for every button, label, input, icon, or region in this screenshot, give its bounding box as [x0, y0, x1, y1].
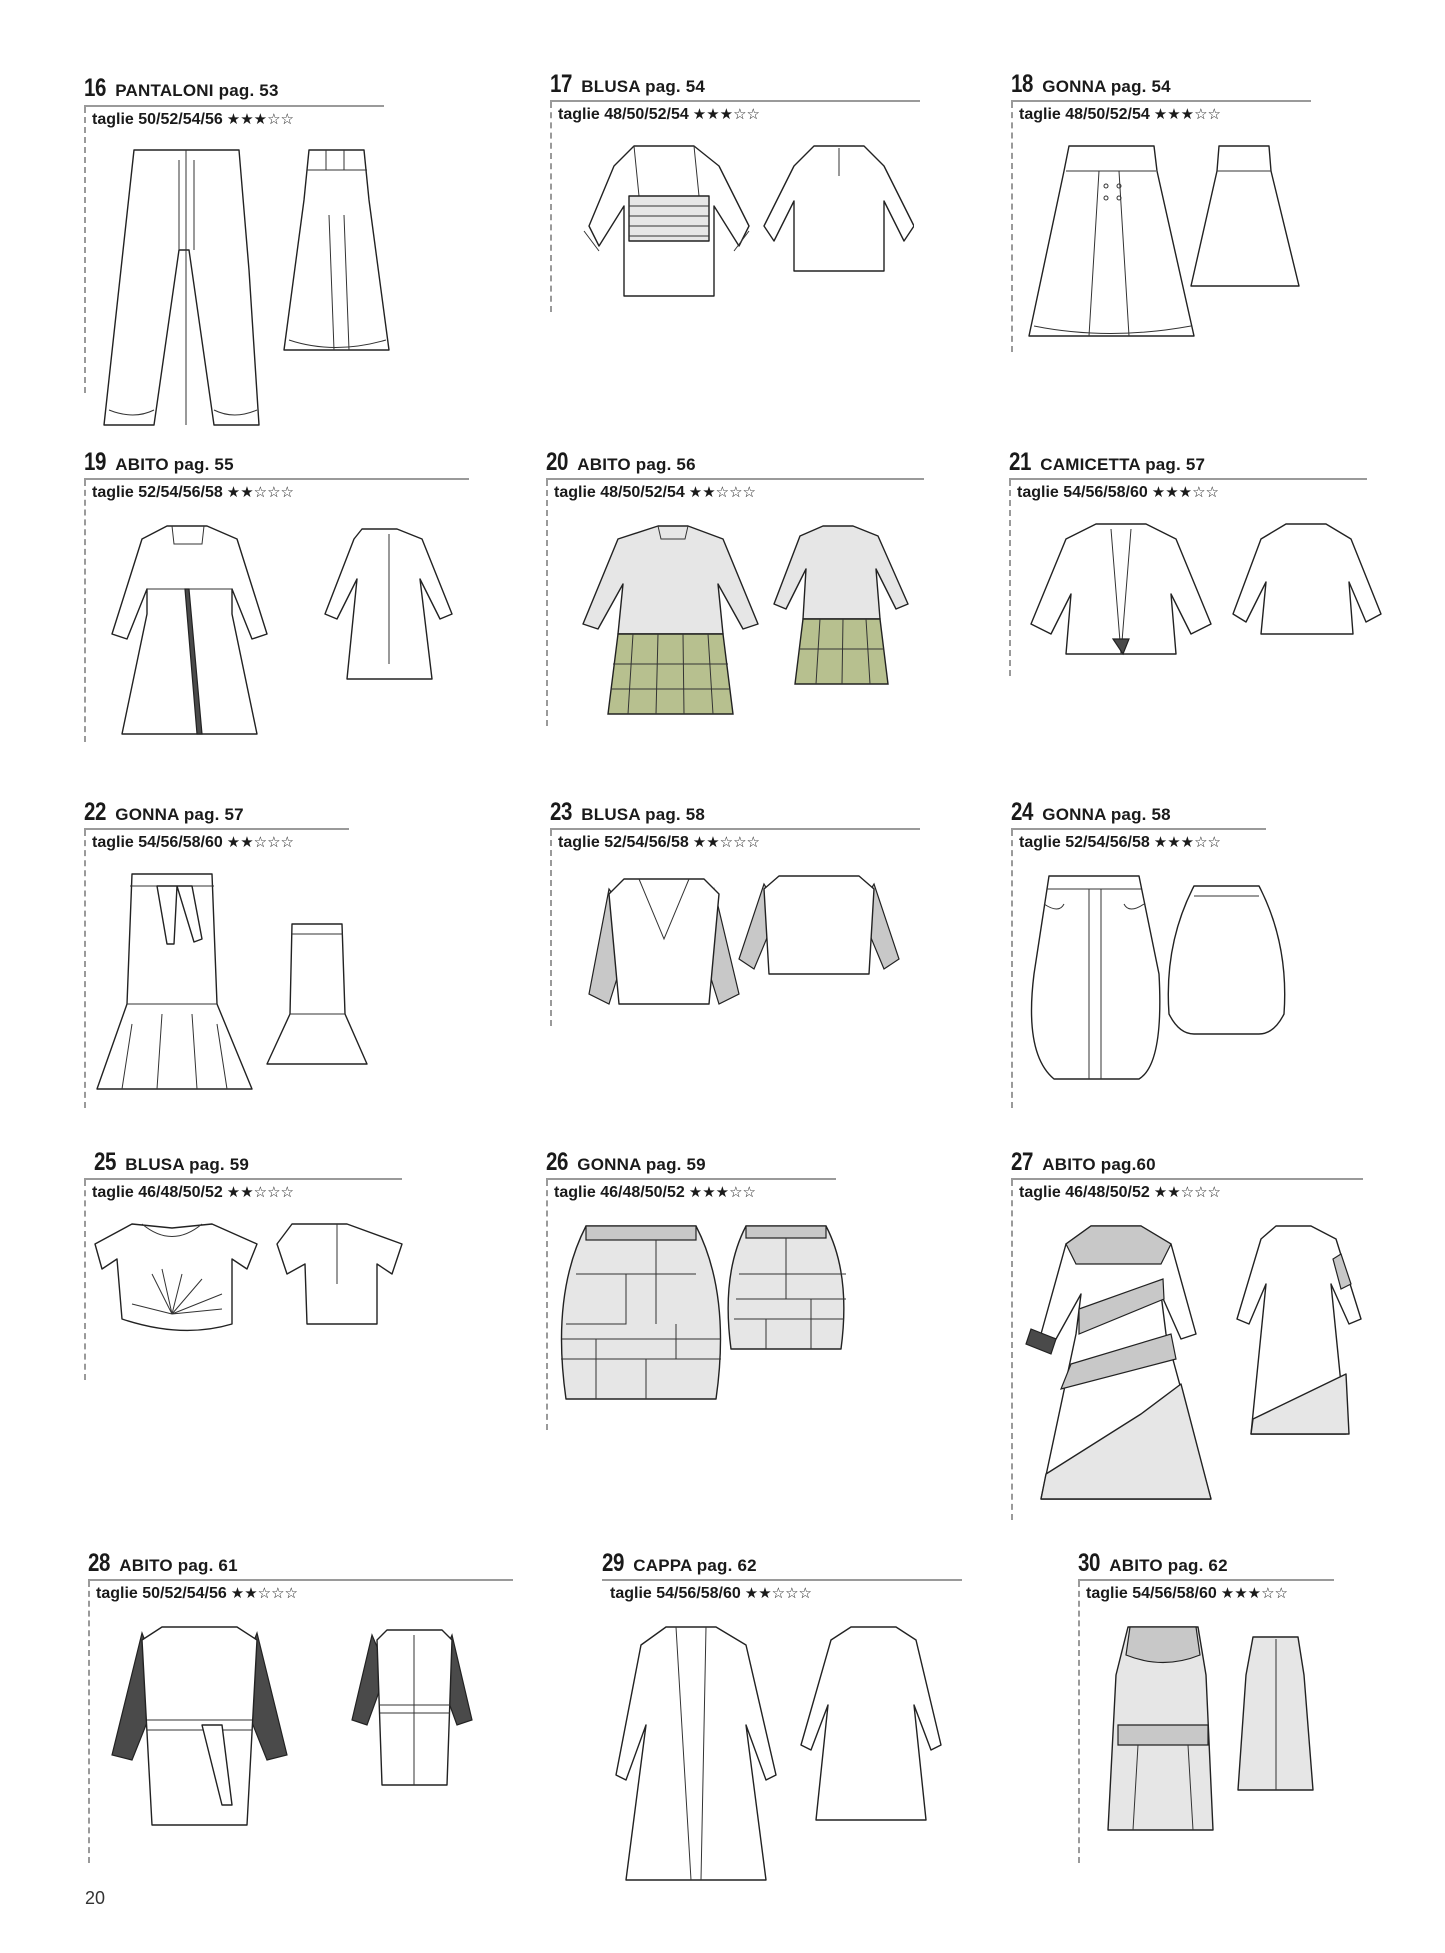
entry-number: 26	[546, 1148, 568, 1176]
dashed-margin	[546, 1180, 548, 1430]
entry-number: 21	[1009, 448, 1031, 476]
entry-header	[84, 448, 234, 477]
entry-number: 23	[550, 798, 572, 826]
sizes-text: taglie 48/50/52/54	[554, 484, 685, 501]
garment-drawing-21	[1021, 514, 1391, 684]
header-rule	[1011, 100, 1311, 102]
header-rule	[84, 105, 384, 107]
entry-header	[1009, 448, 1205, 477]
garment-drawing-29	[606, 1615, 966, 1895]
entry-header	[546, 448, 696, 477]
dashed-margin	[550, 830, 552, 1026]
garment-drawing-22	[92, 864, 392, 1104]
difficulty-stars: ★★★☆☆	[688, 1184, 757, 1201]
sizes-label	[1086, 1584, 1288, 1603]
dashed-margin	[84, 1180, 86, 1380]
dashed-margin	[84, 480, 86, 742]
entry-header	[94, 1148, 249, 1177]
sizes-text: taglie 52/54/56/58	[558, 834, 689, 851]
difficulty-stars: ★★★☆☆	[1153, 834, 1222, 851]
header-rule	[550, 828, 920, 830]
garment-drawing-25	[92, 1214, 422, 1374]
garment-drawing-19	[92, 514, 472, 744]
sizes-label	[1019, 1183, 1221, 1202]
entry-header	[1011, 798, 1171, 827]
sizes-text: taglie 50/52/54/56	[92, 111, 223, 128]
difficulty-stars: ★★☆☆☆	[226, 484, 295, 501]
entry-title: ABITO pag. 55	[115, 455, 234, 474]
entry-title: ABITO pag. 62	[1109, 1556, 1228, 1575]
entry-header	[84, 74, 279, 103]
header-rule	[602, 1579, 962, 1581]
sizes-text: taglie 54/56/58/60	[1086, 1585, 1217, 1602]
dashed-margin	[1011, 102, 1013, 352]
difficulty-stars: ★★★☆☆	[1220, 1585, 1289, 1602]
difficulty-stars: ★★☆☆☆	[688, 484, 757, 501]
sizes-text: taglie 54/56/58/60	[610, 1585, 741, 1602]
entry-number: 28	[88, 1549, 110, 1577]
entry-title: GONNA pag. 57	[115, 805, 244, 824]
difficulty-stars: ★★★☆☆	[1151, 484, 1220, 501]
difficulty-stars: ★★★☆☆	[226, 111, 295, 128]
garment-drawing-20	[558, 514, 928, 734]
header-rule	[88, 1579, 513, 1581]
dashed-margin	[88, 1581, 90, 1863]
header-rule	[550, 100, 920, 102]
header-rule	[546, 478, 924, 480]
sizes-label	[610, 1584, 812, 1603]
sizes-text: taglie 50/52/54/56	[96, 1585, 227, 1602]
entry-header	[550, 70, 705, 99]
header-rule	[84, 478, 469, 480]
header-rule	[84, 828, 349, 830]
sizes-label	[554, 1183, 756, 1202]
sizes-text: taglie 46/48/50/52	[554, 1184, 685, 1201]
sizes-text: taglie 46/48/50/52	[92, 1184, 223, 1201]
entry-header	[88, 1549, 238, 1578]
entry-title: PANTALONI pag. 53	[115, 81, 279, 100]
sizes-text: taglie 48/50/52/54	[558, 106, 689, 123]
sizes-text: taglie 48/50/52/54	[1019, 106, 1150, 123]
entry-number: 19	[84, 448, 106, 476]
sizes-label	[92, 1183, 294, 1202]
sizes-label	[92, 110, 294, 129]
dashed-margin	[1011, 1180, 1013, 1520]
entry-title: GONNA pag. 54	[1042, 77, 1171, 96]
sizes-text: taglie 54/56/58/60	[92, 834, 223, 851]
entry-title: BLUSA pag. 59	[125, 1155, 250, 1174]
garment-drawing-17	[554, 136, 914, 316]
dashed-margin	[1011, 830, 1013, 1108]
difficulty-stars: ★★☆☆☆	[744, 1585, 813, 1602]
dashed-margin	[1078, 1581, 1080, 1863]
sizes-label	[1019, 105, 1221, 124]
entry-number: 30	[1078, 1549, 1100, 1577]
header-rule	[1011, 828, 1266, 830]
garment-drawing-28	[92, 1615, 512, 1855]
garment-drawing-27	[1021, 1214, 1381, 1514]
entry-title: ABITO pag. 61	[119, 1556, 238, 1575]
garment-drawing-26	[556, 1214, 856, 1414]
difficulty-stars: ★★☆☆☆	[1153, 1184, 1222, 1201]
dashed-margin	[84, 830, 86, 1108]
entry-title: ABITO pag. 56	[577, 455, 696, 474]
entry-header	[1011, 1148, 1156, 1177]
dashed-margin	[1009, 480, 1011, 676]
entry-number: 22	[84, 798, 106, 826]
difficulty-stars: ★★☆☆☆	[230, 1585, 299, 1602]
sizes-label	[92, 833, 294, 852]
difficulty-stars: ★★★☆☆	[692, 106, 761, 123]
difficulty-stars: ★★☆☆☆	[226, 834, 295, 851]
difficulty-stars: ★★★☆☆	[1153, 106, 1222, 123]
dashed-margin	[84, 107, 86, 393]
header-rule	[1009, 478, 1367, 480]
entry-number: 18	[1011, 70, 1033, 98]
header-rule	[1078, 1579, 1334, 1581]
difficulty-stars: ★★☆☆☆	[226, 1184, 295, 1201]
garment-drawing-16	[94, 140, 424, 440]
sizes-label	[554, 483, 756, 502]
sizes-text: taglie 54/56/58/60	[1017, 484, 1148, 501]
dashed-margin	[550, 102, 552, 312]
entry-header	[546, 1148, 706, 1177]
entry-title: CAPPA pag. 62	[633, 1556, 757, 1575]
garment-drawing-24	[1019, 864, 1319, 1104]
sizes-label	[558, 105, 760, 124]
sizes-label	[1017, 483, 1219, 502]
page-number: 20	[85, 1888, 106, 1908]
dashed-margin	[546, 480, 548, 726]
garment-drawing-18	[1019, 136, 1319, 356]
header-rule	[546, 1178, 836, 1180]
entry-number: 24	[1011, 798, 1033, 826]
sizes-label	[92, 483, 294, 502]
entry-number: 25	[94, 1148, 116, 1176]
header-rule	[84, 1178, 402, 1180]
entry-header	[1011, 70, 1171, 99]
entry-title: GONNA pag. 59	[577, 1155, 706, 1174]
sizes-text: taglie 46/48/50/52	[1019, 1184, 1150, 1201]
entry-header	[550, 798, 705, 827]
sizes-text: taglie 52/54/56/58	[92, 484, 223, 501]
entry-title: CAMICETTA pag. 57	[1040, 455, 1206, 474]
entry-header	[1078, 1549, 1228, 1578]
sizes-text: taglie 52/54/56/58	[1019, 834, 1150, 851]
entry-number: 20	[546, 448, 568, 476]
entry-number: 17	[550, 70, 572, 98]
garment-drawing-30	[1088, 1615, 1348, 1855]
entry-title: ABITO pag.60	[1042, 1155, 1156, 1174]
sizes-label	[558, 833, 760, 852]
entry-title: BLUSA pag. 58	[581, 805, 706, 824]
entry-title: GONNA pag. 58	[1042, 805, 1171, 824]
header-rule	[1011, 1178, 1363, 1180]
entry-header	[602, 1549, 757, 1578]
sizes-label	[1019, 833, 1221, 852]
entry-number: 16	[84, 74, 106, 102]
entry-number: 27	[1011, 1148, 1033, 1176]
entry-title: BLUSA pag. 54	[581, 77, 706, 96]
garment-drawing-23	[554, 864, 924, 1034]
entry-number: 29	[602, 1549, 624, 1577]
sizes-label	[96, 1584, 298, 1603]
difficulty-stars: ★★☆☆☆	[692, 834, 761, 851]
entry-header	[84, 798, 244, 827]
